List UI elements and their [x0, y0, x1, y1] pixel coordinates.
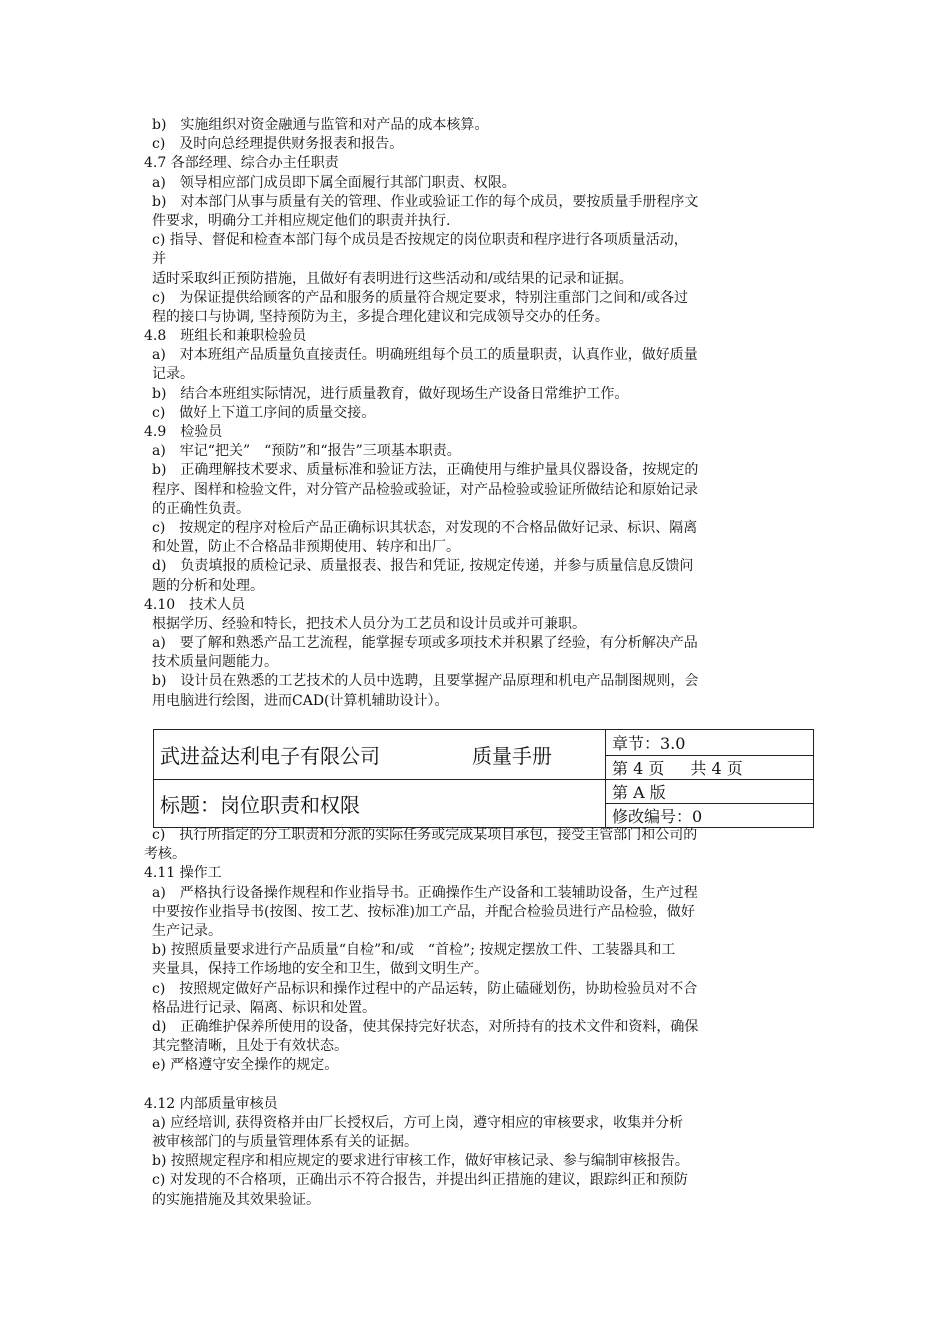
page-cell: [606, 756, 814, 780]
text-line: 记录。: [152, 366, 194, 383]
text-line: a) 严格执行设备操作规程和作业指导书。正确操作生产设备和工装辅助设备，生产过程: [152, 884, 698, 901]
text-line: c) 对发现的不合格项，正确出示不符合报告，并提出纠正措施的建议，跟踪纠正和预防: [152, 1172, 688, 1189]
section-heading: 4.7 各部经理、综合办主任职责: [144, 155, 339, 172]
text-line: e) 严格遵守安全操作的规定。: [152, 1057, 339, 1074]
text-line: 技术质量问题能力。: [152, 654, 278, 671]
text-line: 被审核部门的与质量管理体系有关的证据。: [152, 1134, 418, 1150]
text-line: 格品进行记录、隔离、标识和处置。: [152, 999, 376, 1016]
text-line: 其完整清晰，且处于有效状态。: [152, 1038, 348, 1055]
text-line: 适时采取纠正预防措施，且做好有表明进行这些活动和/或结果的记录和证据。: [152, 270, 633, 287]
text-line: b) 实施组织对资金融通与监管和对产品的成本核算。: [152, 117, 489, 133]
text-line: d) 负责填报的质检记录、质量报表、报告和凭证, 按规定传递，并参与质量信息反馈问: [152, 558, 694, 575]
text-line: 程序、图样和检验文件，对分管产品检验或验证，对产品检验或验证所做结论和原始记录: [152, 481, 698, 498]
text-line: b) 按照规定程序和相应规定的要求进行审核工作，做好审核记录、参与编制审核报告。: [152, 1153, 689, 1170]
revision-cell: 修改编号：0: [606, 804, 814, 828]
section-heading: 4.12 内部质量审核员: [144, 1095, 278, 1112]
chapter-cell: 章节：3.0: [606, 730, 814, 756]
manual-name: 质量手册: [472, 744, 552, 768]
document-header-box: [153, 729, 814, 828]
text-line: c) 按照规定做好产品标识和操作过程中的产品运转，防止磕碰划伤，协助检验员对不合: [152, 980, 698, 997]
content-bottom: [144, 826, 816, 1210]
text-line: d) 正确维护保养所使用的设备，使其保持完好状态，对所持有的技术文件和资料，确保: [152, 1018, 699, 1035]
text-line: c) 指导、督促和检查本部门每个成员是否按规定的岗位职责和程序进行各项质量活动，: [152, 232, 688, 249]
blank-line: [144, 1075, 816, 1094]
text-line: 考核。: [144, 846, 186, 863]
text-line: 的正确性负责。: [152, 500, 250, 517]
text-line: c) 做好上下道工序间的质量交接。: [152, 404, 376, 421]
company-cell: [154, 730, 606, 780]
section-heading: 4.8 班组长和兼职检验员: [144, 328, 307, 345]
text-line: 的实施措施及其效果验证。: [152, 1191, 320, 1208]
text-line: 题的分析和处理。: [152, 577, 264, 594]
text-line: b) 按照质量要求进行产品质量“自检”和/或 “首检”; 按规定摆放工件、工装器具和工: [152, 942, 676, 959]
text-line: 生产记录。: [152, 922, 222, 939]
section-heading: 4.9 检验员: [144, 424, 223, 440]
content-top: [144, 116, 816, 711]
section-heading: 4.11 操作工: [144, 865, 222, 882]
text-line: b) 设计员在熟悉的工艺技术的人员中选聘，且要掌握产品原理和机电产品制图规则，会: [152, 673, 699, 690]
version-cell: 第 A 版: [606, 780, 814, 804]
text-line: a) 应经培训, 获得资格并由厂长授权后，方可上岗，遵守相应的审核要求，收集并分析: [152, 1114, 684, 1131]
text-line: b) 对本部门从事与质量有关的管理、作业或验证工作的每个成员，要按质量手册程序文: [152, 193, 699, 210]
text-line: c) 执行所指定的分工职责和分派的实际任务或完成某项目承包，接受主管部门和公司的: [152, 827, 698, 843]
text-line: a) 牢记“把关” “预防”和“报告”三项基本职责。: [152, 443, 461, 460]
text-line: b) 结合本班组实际情况，进行质量教育，做好现场生产设备日常维护工作。: [152, 385, 629, 402]
document-title: 标题：岗位职责和权限: [154, 780, 606, 828]
section-heading: 4.10 技术人员: [144, 596, 246, 613]
text-line: 件要求，明确分工并相应规定他们的职责并执行.: [152, 212, 451, 229]
text-line: c) 及时向总经理提供财务报表和报告。: [152, 136, 404, 153]
page-number: 第 4 页: [612, 759, 665, 778]
text-line: a) 要了解和熟悉产品工艺流程，能掌握专项或多项技术并积累了经验，有分析解决产品: [152, 635, 698, 652]
text-line: 用电脑进行绘图，进而CAD(计算机辅助设计）。: [152, 692, 449, 709]
company-name: 武进益达利电子有限公司: [160, 744, 380, 768]
text-line: a) 领导相应部门成员即下属全面履行其部门职责、权限。: [152, 174, 516, 191]
total-pages: 共 4 页: [690, 759, 743, 778]
text-line: 程的接口与协调, 坚持预防为主，多提合理化建议和完成领导交办的任务。: [152, 308, 609, 325]
text-line: b) 正确理解技术要求、质量标准和验证方法，正确使用与维护量具仪器设备，按规定的: [152, 462, 699, 479]
text-line: c) 按规定的程序对检后产品正确标识其状态，对发现的不合格品做好记录、标识、隔离: [152, 519, 698, 536]
text-line: 和处置，防止不合格品非预期使用、转序和出厂。: [152, 539, 460, 556]
text-line: 并: [152, 251, 166, 268]
text-line: a) 对本班组产品质量负直接责任。明确班组每个员工的质量职责，认真作业，做好质量: [152, 347, 698, 364]
text-line: 夹量具，保持工作场地的安全和卫生，做到文明生产。: [152, 961, 488, 978]
text-line: 根据学历、经验和特长，把技术人员分为工艺员和设计员或并可兼职。: [152, 615, 586, 632]
text-line: c) 为保证提供给顾客的产品和服务的质量符合规定要求，特别注重部门之间和/或各过: [152, 289, 689, 306]
text-line: 中要按作业指导书(按图、按工艺、按标准)加工产品，并配合检验员进行产品检验，做好: [152, 903, 695, 920]
